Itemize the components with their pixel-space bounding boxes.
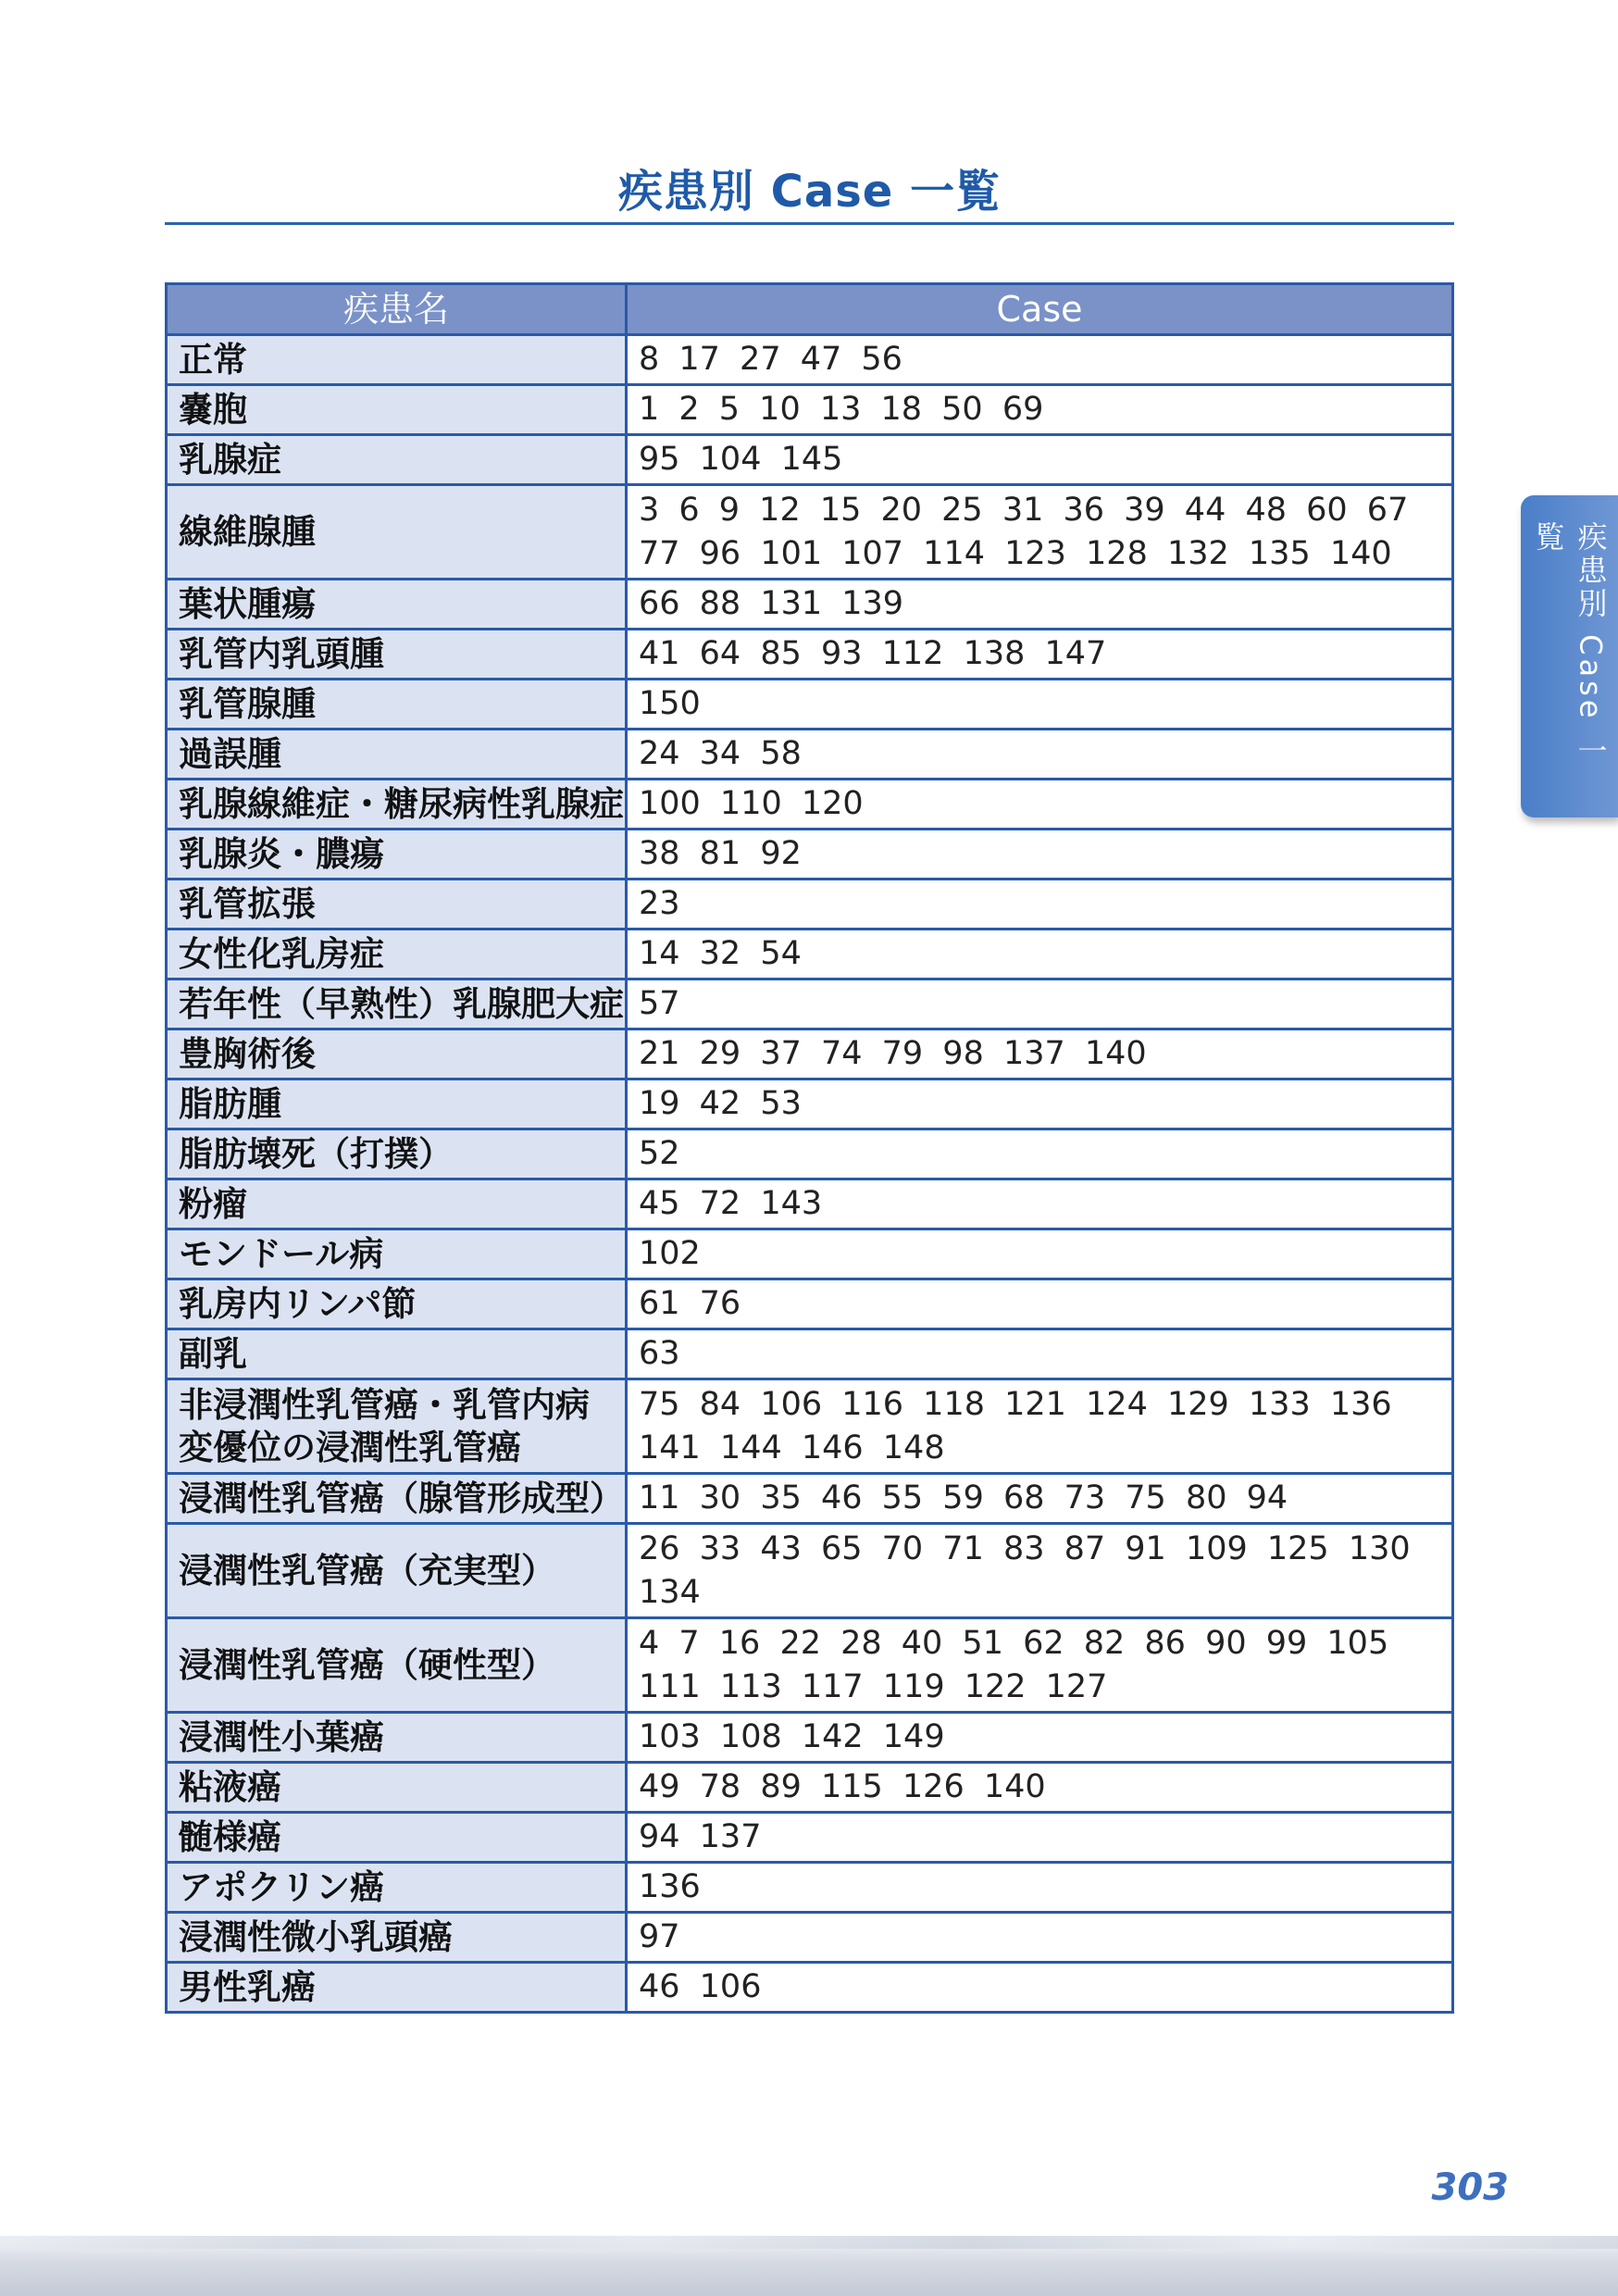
table-row [167, 1079, 1453, 1129]
disease-name: 正常 [167, 335, 627, 385]
disease-name: 女性化乳房症 [167, 930, 627, 980]
case-numbers: 14 32 54 [627, 930, 1453, 980]
case-numbers: 63 [627, 1329, 1453, 1379]
table-row [167, 1763, 1453, 1813]
table-row [167, 385, 1453, 435]
case-numbers: 1 2 5 10 13 18 50 69 [627, 385, 1453, 435]
disease-name: 嚢胞 [167, 385, 627, 435]
disease-name: 乳管腺腫 [167, 680, 627, 730]
table-row [167, 980, 1453, 1029]
disease-name: 脂肪壊死（打撲） [167, 1129, 627, 1179]
disease-name: 乳管拡張 [167, 880, 627, 930]
column-header-case: Case [627, 284, 1453, 335]
case-numbers: 49 78 89 115 126 140 [627, 1763, 1453, 1813]
disease-name: 粘液癌 [167, 1763, 627, 1813]
disease-case-table [165, 282, 1454, 2014]
case-numbers: 46 106 [627, 1963, 1453, 2013]
table-row [167, 1524, 1453, 1618]
table-row [167, 1279, 1453, 1329]
table-row [167, 1329, 1453, 1379]
disease-name: 若年性（早熟性）乳腺肥大症 [167, 980, 627, 1029]
table-row [167, 880, 1453, 930]
table-row [167, 1474, 1453, 1524]
case-numbers: 38 81 92 [627, 830, 1453, 880]
table-header-row [167, 284, 1453, 335]
disease-name: 副乳 [167, 1329, 627, 1379]
table-row [167, 780, 1453, 830]
disease-name: 乳腺症 [167, 435, 627, 485]
page-title: 疾患別 Case 一覧 [617, 166, 1002, 218]
table-row [167, 335, 1453, 385]
case-numbers: 21 29 37 74 79 98 137 140 [627, 1029, 1453, 1079]
disease-name: 浸潤性乳管癌（硬性型） [167, 1618, 627, 1713]
case-numbers: 136 [627, 1863, 1453, 1913]
page-number: 303 [1431, 2166, 1509, 2209]
side-tab-label: 疾患別 Case 一覧 [1530, 521, 1609, 768]
case-numbers: 24 34 58 [627, 730, 1453, 780]
table-row [167, 830, 1453, 880]
case-numbers: 52 [627, 1129, 1453, 1179]
case-numbers: 26 33 43 65 70 71 83 87 91 109 125 130 134 [627, 1524, 1453, 1618]
disease-name: 浸潤性乳管癌（腺管形成型） [167, 1474, 627, 1524]
table-row [167, 680, 1453, 730]
case-numbers: 3 6 9 12 15 20 25 31 36 39 44 48 60 67 77 96 101 107 114 123 128 132 135 140 [627, 485, 1453, 580]
case-numbers: 102 [627, 1229, 1453, 1279]
table-row [167, 630, 1453, 680]
table-row [167, 1179, 1453, 1229]
disease-name: モンドール病 [167, 1229, 627, 1279]
table-row [167, 730, 1453, 780]
table-row [167, 485, 1453, 580]
table-row [167, 435, 1453, 485]
disease-name: 浸潤性乳管癌（充実型） [167, 1524, 627, 1618]
case-numbers: 57 [627, 980, 1453, 1029]
table-row [167, 1813, 1453, 1863]
case-numbers: 100 110 120 [627, 780, 1453, 830]
table-row [167, 1379, 1453, 1474]
disease-name: 非浸潤性乳管癌・乳管内病変優位の浸潤性乳管癌 [167, 1379, 627, 1474]
disease-name: 乳管内乳頭腫 [167, 630, 627, 680]
disease-name: 浸潤性小葉癌 [167, 1713, 627, 1763]
case-numbers: 19 42 53 [627, 1079, 1453, 1129]
disease-name: 脂肪腫 [167, 1079, 627, 1129]
disease-name: 粉瘤 [167, 1179, 627, 1229]
table-row [167, 930, 1453, 980]
table-row [167, 1913, 1453, 1963]
case-numbers: 61 76 [627, 1279, 1453, 1329]
disease-name: アポクリン癌 [167, 1863, 627, 1913]
case-numbers: 94 137 [627, 1813, 1453, 1863]
case-numbers: 75 84 106 116 118 121 124 129 133 136 141 144 146 148 [627, 1379, 1453, 1474]
disease-name: 乳腺線維症・糖尿病性乳腺症 [167, 780, 627, 830]
column-header-disease: 疾患名 [167, 284, 627, 335]
disease-name: 男性乳癌 [167, 1963, 627, 2013]
case-numbers: 66 88 131 139 [627, 580, 1453, 630]
case-numbers: 150 [627, 680, 1453, 730]
table-row [167, 1618, 1453, 1713]
disease-name: 乳房内リンパ節 [167, 1279, 627, 1329]
table-row [167, 1863, 1453, 1913]
case-numbers: 103 108 142 149 [627, 1713, 1453, 1763]
case-numbers: 95 104 145 [627, 435, 1453, 485]
case-numbers: 45 72 143 [627, 1179, 1453, 1229]
disease-name: 髄様癌 [167, 1813, 627, 1863]
disease-name: 葉状腫瘍 [167, 580, 627, 630]
disease-name: 豊胸術後 [167, 1029, 627, 1079]
table-row [167, 1129, 1453, 1179]
case-numbers: 41 64 85 93 112 138 147 [627, 630, 1453, 680]
case-numbers: 97 [627, 1913, 1453, 1963]
case-numbers: 4 7 16 22 28 40 51 62 82 86 90 99 105 111 113 117 119 122 127 [627, 1618, 1453, 1713]
disease-name: 浸潤性微小乳頭癌 [167, 1913, 627, 1963]
table-row [167, 1713, 1453, 1763]
disease-name: 線維腺腫 [167, 485, 627, 580]
disease-name: 過誤腫 [167, 730, 627, 780]
table-row [167, 1029, 1453, 1079]
case-numbers: 8 17 27 47 56 [627, 335, 1453, 385]
case-numbers: 11 30 35 46 55 59 68 73 75 80 94 [627, 1474, 1453, 1524]
table-row [167, 1963, 1453, 2013]
title-divider [165, 222, 1454, 225]
section-side-tab [1521, 495, 1618, 817]
disease-name: 乳腺炎・膿瘍 [167, 830, 627, 880]
table-row [167, 580, 1453, 630]
case-numbers: 23 [627, 880, 1453, 930]
table-row [167, 1229, 1453, 1279]
footer-decoration [0, 2236, 1618, 2296]
